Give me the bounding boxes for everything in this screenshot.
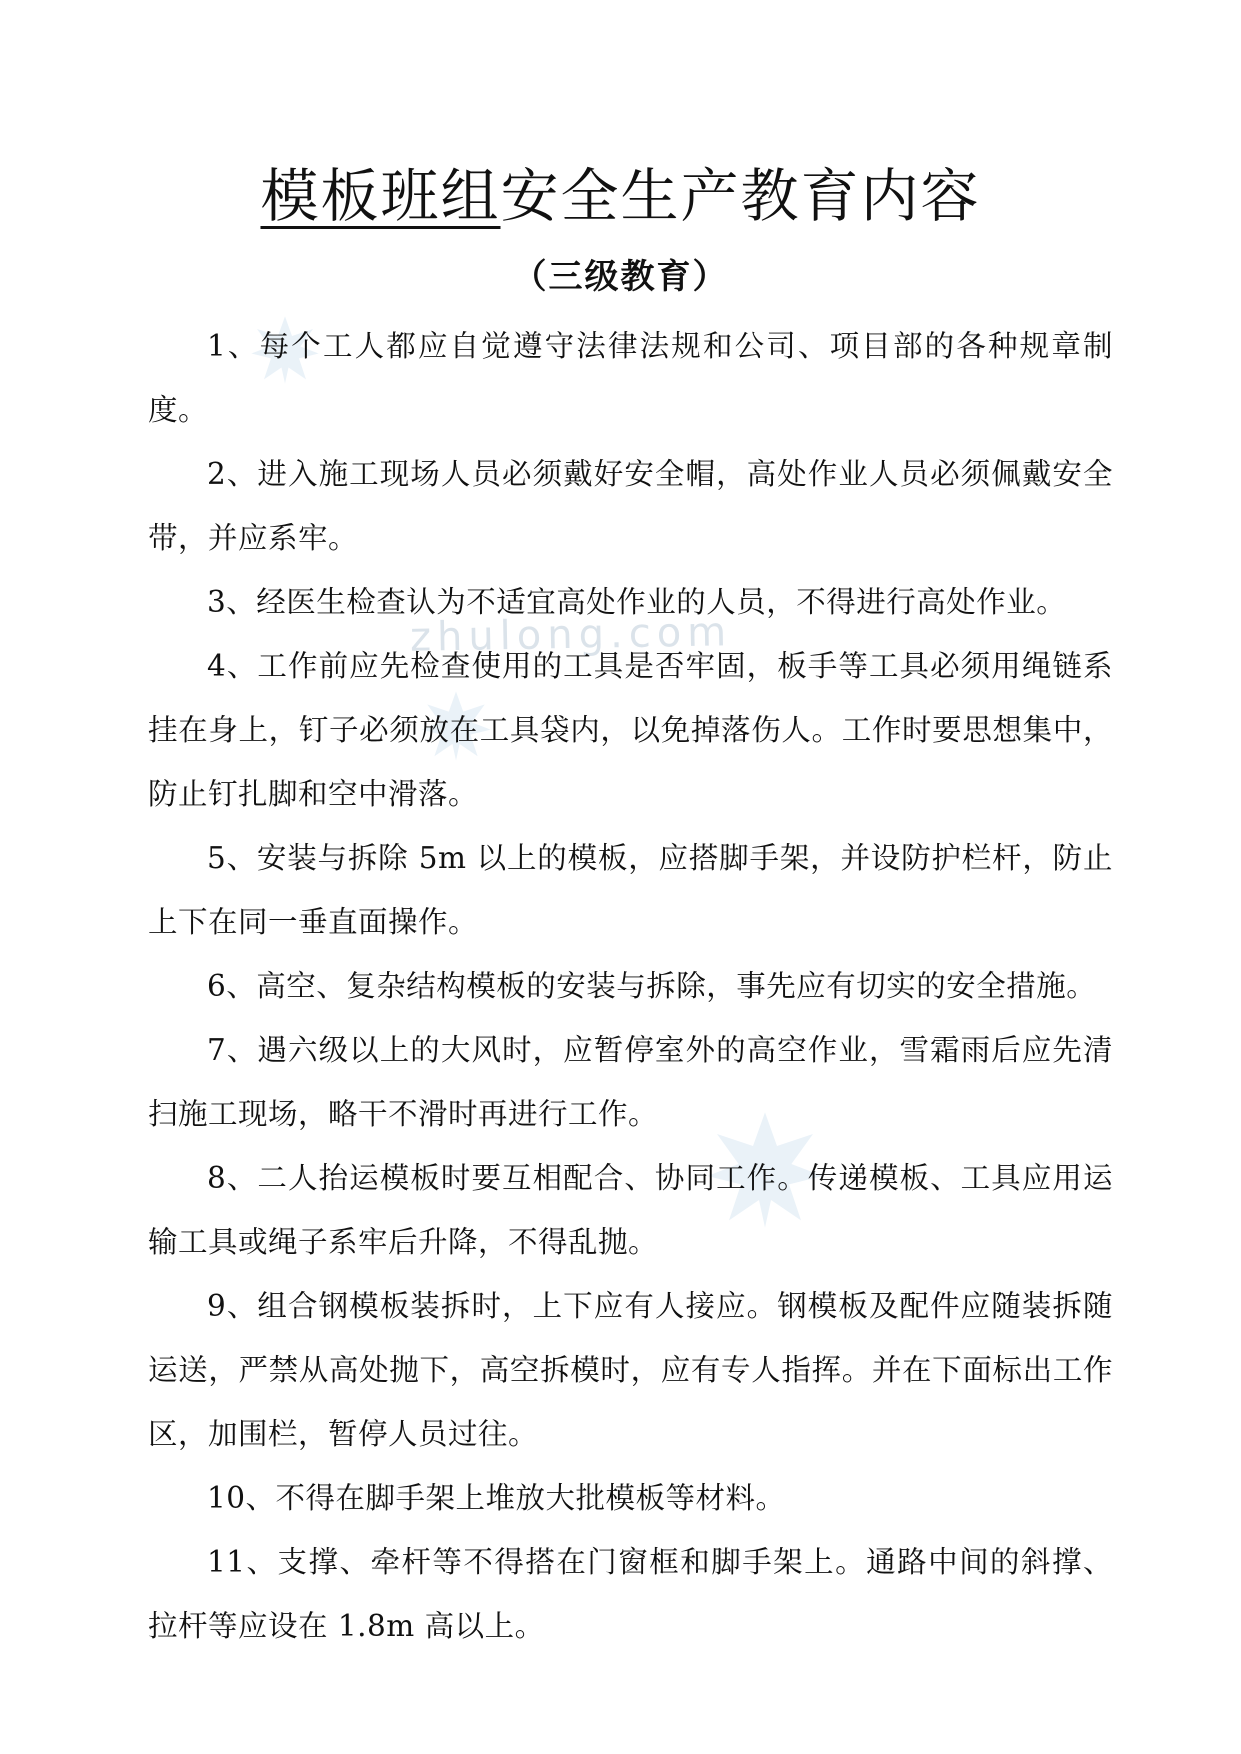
title-rest-part: 安全生产教育内容 [500,162,981,230]
watermark-text: zhulong.com [409,609,733,661]
paragraph-item: 2、进入施工现场人员必须戴好安全帽，高处作业人员必须佩戴安全带，并应系牢。 [148,457,1113,555]
paragraph-item: 1、每个工人都应自觉遵守法律法规和公司、项目部的各种规章制度。 [148,329,1113,427]
paragraph-item: 4、工作前应先检查使用的工具是否牢固，板手等工具必须用绳链系挂在身上，钉子必须放在工具袋内，以免掉落伤人。工作时要思想集中，防止钉扎脚和空中滑落。 [148,649,1113,811]
paragraph-item: 10、不得在脚手架上堆放大批模板等材料。 [207,1481,786,1515]
document-title [0,158,1241,234]
paragraph-item: 5、安装与拆除 5m 以上的模板，应搭脚手架，并设防护栏杆，防止上下在同一垂直面操作。 [148,841,1113,939]
paragraph-item: 8、二人抬运模板时要互相配合、协同工作。传递模板、工具应用运输工具或绳子系牢后升降，不得乱抛。 [148,1161,1113,1259]
paragraph-item: 9、组合钢模板装拆时，上下应有人接应。钢模板及配件应随装拆随运送，严禁从高处抛下，高空拆模时，应有专人指挥。并在下面标出工作区，加围栏，暂停人员过往。 [148,1289,1113,1451]
paragraph-item: 6、高空、复杂结构模板的安装与拆除，事先应有切实的安全措施。 [207,969,1097,1003]
paragraph-item: 3、经医生检查认为不适宜高处作业的人员，不得进行高处作业。 [207,585,1067,619]
document-body [148,314,1113,1658]
paragraph-item: 11、支撑、牵杆等不得搭在门窗框和脚手架上。通路中间的斜撑、拉杆等应设在 1.8m 高以上。 [148,1545,1113,1643]
title-underlined-part: 模板班组 [260,162,501,230]
paragraph-item: 7、遇六级以上的大风时，应暂停室外的高空作业，雪霜雨后应先清扫施工现场，略干不滑时再进行工作。 [148,1033,1113,1131]
document-subtitle: （三级教育） [512,257,729,297]
